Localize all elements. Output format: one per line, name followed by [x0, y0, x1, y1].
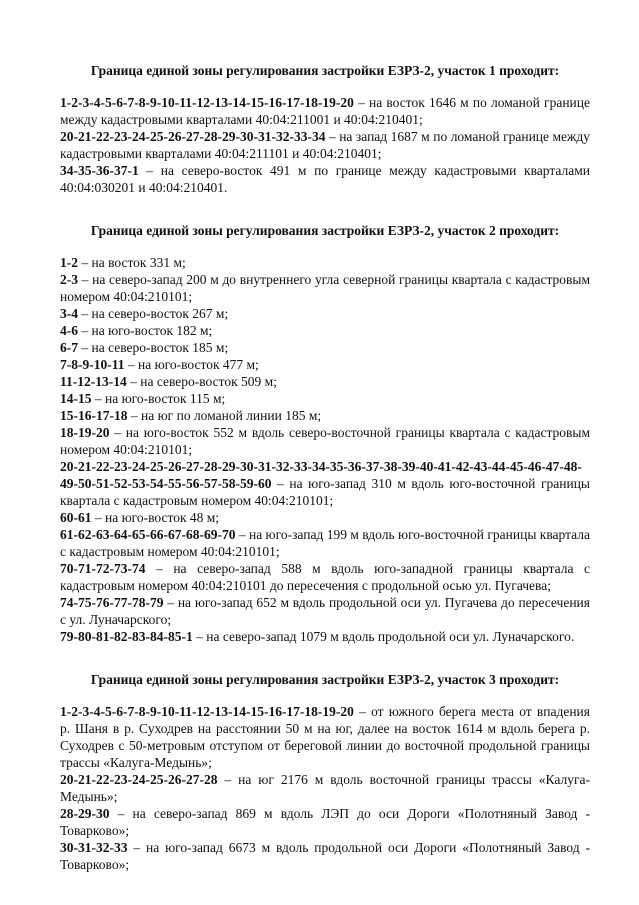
boundary-points: 1-2-3-4-5-6-7-8-9-10-11-12-13-14-15-16-17-18-19-20	[60, 95, 354, 110]
boundary-points: 61-62-63-64-65-66-67-68-69-70	[60, 527, 236, 542]
boundary-points: 4-6	[60, 323, 78, 338]
boundary-item	[60, 509, 590, 526]
boundary-item	[60, 458, 590, 509]
boundary-item	[60, 322, 590, 339]
boundary-item	[60, 771, 590, 805]
boundary-description: – на юго-запад 652 м вдоль продольной оси ул. Пугачева до пересечения с ул. Луначарского;	[60, 595, 590, 627]
boundary-item	[60, 703, 590, 771]
boundary-points: 34-35-36-37-1	[60, 163, 139, 178]
boundary-points: 20-21-22-23-24-25-26-27-28	[60, 772, 218, 787]
boundary-points: 28-29-30	[60, 806, 110, 821]
boundary-points: 20-21-22-23-24-25-26-27-28-29-30-31-32-33-34-35-36-37-38-39-40-41-42-43-44-45-46-47-48-49-50-51-52-53-54-55-56-57-58-59-60	[60, 459, 582, 491]
boundary-item	[60, 128, 590, 162]
boundary-item	[60, 373, 590, 390]
boundary-description: – на северо-восток 185 м;	[78, 340, 229, 355]
boundary-description: – на северо-запад 1079 м вдоль продольной оси ул. Луначарского.	[192, 629, 575, 644]
boundary-description: – на юго-восток 552 м вдоль северо-восточной границы квартала с кадастровым номером 40:04:210101;	[60, 425, 590, 457]
boundary-points: 70-71-72-73-74	[60, 561, 146, 576]
boundary-points: 60-61	[60, 510, 92, 525]
boundary-description: – на северо-восток 491 м по границе между кадастровыми кварталами 40:04:030201 и 40:04:210401.	[60, 163, 590, 195]
boundary-item	[60, 339, 590, 356]
boundary-description: – на восток 331 м;	[78, 255, 186, 270]
boundary-points: 14-15	[60, 391, 92, 406]
boundary-description: – на северо-запад 869 м вдоль ЛЭП до оси Дороги «Полотняный Завод - Товарково»;	[60, 806, 590, 838]
boundary-points: 1-2-3-4-5-6-7-8-9-10-11-12-13-14-15-16-17-18-19-20	[60, 704, 354, 719]
boundary-points: 79-80-81-82-83-84-85-1	[60, 629, 193, 644]
boundary-description: – на юг 2176 м вдоль восточной границы трассы «Калуга-Медынь»;	[60, 772, 590, 804]
boundary-description: – на юго-запад 310 м вдоль юго-восточной границы квартала с кадастровым номером 40:04:210101;	[60, 476, 590, 508]
boundary-item	[60, 839, 590, 873]
boundary-description: – на юго-запад 6673 м вдоль продольной оси Дороги «Полотняный Завод - Товарково»;	[60, 840, 590, 872]
boundary-item	[60, 526, 590, 560]
section-1	[60, 62, 590, 196]
boundary-points: 30-31-32-33	[60, 840, 128, 855]
boundary-points: 3-4	[60, 306, 78, 321]
boundary-description: – на северо-восток 267 м;	[78, 306, 229, 321]
boundary-item	[60, 628, 590, 645]
boundary-points: 2-3	[60, 272, 78, 287]
boundary-description: – на юго-восток 477 м;	[124, 357, 259, 372]
section-1-heading: Граница единой зоны регулирования застройки ЕЗРЗ-2, участок 1 проходит:	[90, 63, 560, 78]
boundary-item	[60, 390, 590, 407]
boundary-description: – на юг по ломаной линии 185 м;	[127, 408, 322, 423]
boundary-points: 18-19-20	[60, 425, 110, 440]
boundary-description: – на восток 1646 м по ломаной границе между кадастровыми кварталами 40:04:211001 и 40:04:210401;	[60, 95, 590, 127]
boundary-item	[60, 424, 590, 458]
section-2	[60, 222, 590, 645]
boundary-description: – на северо-запад 200 м до внутреннего угла северной границы квартала с кадастровым номером 40:04:210101;	[60, 272, 590, 304]
boundary-description: – на юго-восток 182 м;	[78, 323, 213, 338]
boundary-description: – на юго-восток 48 м;	[91, 510, 220, 525]
boundary-item	[60, 560, 590, 594]
boundary-description: – на северо-восток 509 м;	[126, 374, 277, 389]
boundary-item	[60, 356, 590, 373]
boundary-description: – на юго-восток 115 м;	[91, 391, 226, 406]
boundary-item	[60, 94, 590, 128]
boundary-description: – от южного берега места от впадения р. Шаня в р. Суходрев на расстоянии 50 м на юг, далее на восток 1614 м вдоль берега р. Суходрев с 50-метровым отступом от береговой линии до восточной продольной границы трассы «Калуга-Медынь»;	[60, 704, 590, 770]
boundary-points: 7-8-9-10-11	[60, 357, 125, 372]
boundary-item	[60, 271, 590, 305]
boundary-item	[60, 594, 590, 628]
document-page	[60, 62, 590, 873]
boundary-points: 15-16-17-18	[60, 408, 128, 423]
boundary-points: 6-7	[60, 340, 78, 355]
boundary-description: – на запад 1687 м по ломаной границе между кадастровыми кварталами 40:04:211101 и 40:04:210401;	[60, 129, 590, 161]
boundary-description: – на северо-запад 588 м вдоль юго-западной границы квартала с кадастровым номером 40:04:210101 до пересечения с продольной осью ул. Пугачева;	[60, 561, 590, 593]
boundary-points: 1-2	[60, 255, 78, 270]
boundary-points: 11-12-13-14	[60, 374, 127, 389]
boundary-description: – на юго-запад 199 м вдоль юго-восточной границы квартала с кадастровым номером 40:04:210101;	[60, 527, 590, 559]
section-3	[60, 671, 590, 873]
boundary-item	[60, 254, 590, 271]
boundary-item	[60, 407, 590, 424]
boundary-points: 20-21-22-23-24-25-26-27-28-29-30-31-32-33-34	[60, 129, 326, 144]
boundary-item	[60, 805, 590, 839]
section-3-heading: Граница единой зоны регулирования застройки ЕЗРЗ-2, участок 3 проходит:	[90, 672, 560, 687]
boundary-item	[60, 305, 590, 322]
boundary-points: 74-75-76-77-78-79	[60, 595, 164, 610]
boundary-item	[60, 162, 590, 196]
section-2-heading: Граница единой зоны регулирования застройки ЕЗРЗ-2, участок 2 проходит:	[90, 223, 560, 238]
